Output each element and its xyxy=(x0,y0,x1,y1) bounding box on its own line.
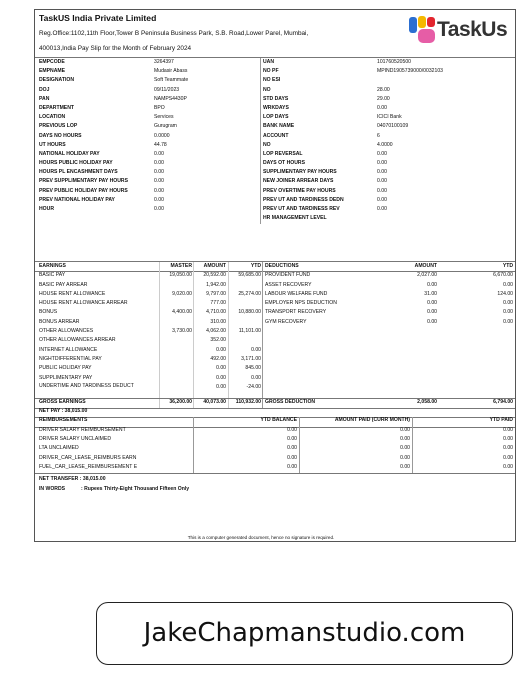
reimb-amount-paid: 0.00 xyxy=(400,454,410,461)
info-value: 101760520500 xyxy=(377,59,411,65)
earning-master: 4,400.00 xyxy=(172,309,192,316)
earnings-row xyxy=(35,318,515,327)
earning-amount: 0.00 xyxy=(216,374,226,381)
gross-deduction-amount: 2,058.00 xyxy=(417,398,437,405)
pay-period: 400013,India Pay Slip for the Month of February 2024 xyxy=(39,45,192,52)
info-value: 0.00 xyxy=(154,206,164,212)
earning-ytd: 11,101.00 xyxy=(238,328,261,335)
reimb-ytd-paid: 0.00 xyxy=(503,436,513,443)
earnings-deductions-table xyxy=(35,261,515,494)
reimb-header-cell: AMOUNT PAID (CURR MONTH) xyxy=(334,417,410,424)
reimb-ytd-balance: 0.00 xyxy=(287,436,297,443)
earning-name: HOUSE RENT ALLOWANCE xyxy=(39,290,106,297)
deduction-amount: 0.00 xyxy=(427,318,437,325)
earning-name: OTHER ALLOWANCES xyxy=(39,328,94,335)
reimb-name: DRIVER SALARY REIMBURSEMENT xyxy=(39,426,126,433)
info-label: NO xyxy=(263,141,271,148)
reimb-ytd-paid: 0.00 xyxy=(503,445,513,452)
earning-name: BASIC PAY xyxy=(39,272,66,279)
info-row xyxy=(35,196,515,205)
info-row xyxy=(35,58,515,67)
info-label: ACCOUNT xyxy=(263,132,289,139)
info-label: HOURS PUBLIC HOLIDAY PAY xyxy=(39,160,113,167)
gross-deduction-ytd: 6,794.00 xyxy=(493,398,513,405)
info-row xyxy=(35,86,515,95)
reimb-amount-paid: 0.00 xyxy=(400,426,410,433)
reimb-name: FUEL_CAR_LEASE_REIMBURSEMENT E xyxy=(39,463,138,470)
info-row xyxy=(35,214,515,223)
earning-name: UNDERTIME AND TARDINESS DEDUCT xyxy=(39,382,134,389)
earning-amount: 352.00 xyxy=(210,337,226,344)
net-pay: NET PAY : 38,015.00 xyxy=(39,408,88,415)
info-label: DAYS NO HOURS xyxy=(39,132,82,139)
employee-info-section xyxy=(35,57,515,223)
info-row xyxy=(35,177,515,186)
deduction-name: PROVIDENT FUND xyxy=(265,272,311,279)
earnings-row xyxy=(35,327,515,336)
earning-master: 19,050.00 xyxy=(169,272,192,279)
deduction-name: EMPLOYER NPS DEDUCTION xyxy=(265,300,337,307)
info-value: 0.00 xyxy=(377,169,387,176)
col-divider xyxy=(193,262,194,408)
deduction-amount: 2,027.00 xyxy=(417,272,437,279)
earnings-row xyxy=(35,364,515,373)
earning-ytd: 0.00 xyxy=(251,374,261,381)
deduction-name: ASSET RECOVERY xyxy=(265,281,312,288)
earning-name: OTHER ALLOWANCES ARREAR xyxy=(39,337,116,344)
gross-amount: 40,073.00 xyxy=(203,398,226,405)
logo-mark-icon xyxy=(407,14,437,46)
info-value: 04070100109 xyxy=(377,123,409,130)
info-label: NEW JOINER ARREAR DAYS xyxy=(263,178,334,185)
deduction-name: GYM RECOVERY xyxy=(265,318,307,325)
info-label: DAYS OT HOURS xyxy=(263,160,305,167)
info-label: PREV UT AND TARDINESS REV xyxy=(263,206,340,212)
earning-amount: 4,062.00 xyxy=(206,328,226,335)
earning-ytd: 0.00 xyxy=(251,346,261,353)
earnings-header-cell: EARNINGS xyxy=(39,263,66,269)
earning-master: 3,730.00 xyxy=(172,328,192,335)
info-value: 4.0000 xyxy=(377,141,393,148)
info-row xyxy=(35,205,515,214)
earning-ytd: 25,274.00 xyxy=(238,290,261,297)
info-label: UAN xyxy=(263,59,275,65)
earning-ytd: 845.00 xyxy=(245,365,261,372)
deduction-ytd: 6,670.00 xyxy=(493,272,513,279)
info-label: PAN xyxy=(39,95,50,102)
info-row xyxy=(35,122,515,131)
earning-name: HOUSE RENT ALLOWANCE ARREAR xyxy=(39,300,128,307)
company-address: Reg.Office:1102,11th Floor,Tower B Peninsula Business Park, S.B. Road,Lower Parel, Mumbai, xyxy=(39,30,309,37)
info-label: NO xyxy=(263,86,271,93)
info-divider xyxy=(260,58,261,224)
gross-earnings-label: GROSS EARNINGS xyxy=(39,398,86,405)
earnings-header-row xyxy=(35,262,515,271)
earnings-row xyxy=(35,290,515,299)
earning-name: SUPPLIMENTARY PAY xyxy=(39,374,93,381)
info-label: NO ESI xyxy=(263,77,281,84)
reimb-amount-paid: 0.00 xyxy=(400,436,410,443)
deduction-ytd: 0.00 xyxy=(503,318,513,325)
info-value: 0.00 xyxy=(377,206,387,212)
earnings-row xyxy=(35,308,515,317)
info-value: NAMPS4430P xyxy=(154,95,187,102)
info-value: 28.00 xyxy=(377,86,390,93)
info-row xyxy=(35,187,515,196)
earnings-header-cell: AMOUNT xyxy=(203,263,226,269)
info-value: Gurugram xyxy=(154,123,177,130)
info-value: 0.00 xyxy=(154,169,164,176)
info-value: 0.00 xyxy=(377,150,387,157)
info-value: 09/11/2023 xyxy=(154,86,180,93)
earning-ytd: -24.00 xyxy=(246,383,261,390)
reimb-name: DRIVER_CAR_LEASE_REIMBURS EARN xyxy=(39,454,137,461)
info-value: 0.0000 xyxy=(154,132,170,139)
deduction-ytd: 124.00 xyxy=(497,290,513,297)
earnings-row xyxy=(35,281,515,290)
deduction-amount: 0.00 xyxy=(427,309,437,316)
info-row xyxy=(35,159,515,168)
reimb-ytd-balance: 0.00 xyxy=(287,426,297,433)
info-value: 3264397 xyxy=(154,59,174,65)
info-label: DESIGNATION xyxy=(39,77,74,84)
info-value: MPIND1905739000/0032103 xyxy=(377,68,443,75)
info-value: 0.00 xyxy=(377,187,387,194)
reimb-ytd-paid: 0.00 xyxy=(503,463,513,470)
earnings-row xyxy=(35,271,515,280)
info-value: 0.00 xyxy=(377,196,387,203)
earnings-divider xyxy=(262,262,263,408)
earning-ytd: 3,171.00 xyxy=(241,355,261,362)
payslip-header xyxy=(35,10,515,56)
deduction-amount: 31.00 xyxy=(424,290,437,297)
reimb-row xyxy=(35,426,515,435)
reimb-amount-paid: 0.00 xyxy=(400,445,410,452)
earning-name: PUBLIC HOLIDAY PAY xyxy=(39,365,92,372)
deduction-amount: 0.00 xyxy=(427,300,437,307)
earnings-header-cell: YTD xyxy=(250,263,261,269)
earnings-header-cell: AMOUNT xyxy=(414,263,437,269)
reimb-divider xyxy=(299,417,300,473)
col-divider xyxy=(228,262,229,408)
earning-amount: 1,942.00 xyxy=(206,281,226,288)
info-row xyxy=(35,104,515,113)
earning-name: BONUS xyxy=(39,309,58,316)
deduction-ytd: 0.00 xyxy=(503,309,513,316)
reimb-row xyxy=(35,444,515,453)
earning-amount: 20,592.00 xyxy=(203,272,226,279)
earnings-row xyxy=(35,355,515,364)
reimb-ytd-balance: 0.00 xyxy=(287,463,297,470)
col-divider xyxy=(159,262,160,408)
info-label: PREV NATIONAL HOLIDAY PAY xyxy=(39,196,115,203)
reimb-name: LTA UNCLAIMED xyxy=(39,445,79,452)
info-row xyxy=(35,113,515,122)
earnings-row xyxy=(35,299,515,308)
earning-amount: 492.00 xyxy=(210,355,226,362)
earning-amount: 0.00 xyxy=(216,383,226,390)
info-value: 0.00 xyxy=(154,150,164,157)
info-label: HR MANAGEMENT LEVEL xyxy=(263,215,327,222)
gross-ytd: 110,932.00 xyxy=(235,398,261,405)
info-label: LOCATION xyxy=(39,114,66,121)
totals-row xyxy=(35,398,515,407)
info-value: 0.00 xyxy=(377,178,387,185)
watermark-text: JakeChapmanstudio.com xyxy=(143,618,466,648)
info-label: STD DAYS xyxy=(263,95,289,102)
info-row xyxy=(35,95,515,104)
reimb-row xyxy=(35,454,515,463)
reimb-header-cell: YTD BALANCE xyxy=(260,417,297,424)
info-label: HOURS PL ENCASHMENT DAYS xyxy=(39,169,118,176)
reimb-name: DRIVER SALARY UNCLAIMED xyxy=(39,436,111,443)
info-value: 29.00 xyxy=(377,95,390,102)
net-pay-row xyxy=(35,407,515,416)
info-label: DOJ xyxy=(39,86,50,93)
reimb-header-row xyxy=(35,416,515,425)
earnings-header-cell: YTD xyxy=(502,263,513,269)
reimb-ytd-balance: 0.00 xyxy=(287,454,297,461)
earning-amount: 310.00 xyxy=(210,318,226,325)
net-transfer: NET TRANSFER : 38,015.00 xyxy=(39,476,106,483)
reimb-end-rule xyxy=(35,473,515,474)
info-label: PREV UT AND TARDINESS DEDN xyxy=(263,196,344,203)
info-value: Soft Teammate xyxy=(154,77,189,84)
reimb-header-cell: YTD PAID xyxy=(489,417,513,424)
info-label: LOP REVERSAL xyxy=(263,150,303,157)
info-row xyxy=(35,168,515,177)
earning-amount: 0.00 xyxy=(216,365,226,372)
earnings-header-cell: MASTER xyxy=(170,263,192,269)
earning-ytd: 10,880.00 xyxy=(238,309,261,316)
earnings-row xyxy=(35,336,515,345)
earning-amount: 777.00 xyxy=(210,300,226,307)
in-words-label: IN WORDS xyxy=(39,485,66,492)
info-label: SUPPLIMENTARY PAY HOURS xyxy=(263,169,337,176)
earnings-row xyxy=(35,383,515,398)
info-label: NATIONAL HOLIDAY PAY xyxy=(39,150,100,157)
info-value: 0.00 xyxy=(377,104,387,111)
net-transfer-row xyxy=(35,475,515,484)
info-row xyxy=(35,150,515,159)
reimb-row xyxy=(35,463,515,472)
info-label: BANK NAME xyxy=(263,123,295,130)
deduction-ytd: 0.00 xyxy=(503,300,513,307)
info-label: DEPARTMENT xyxy=(39,104,74,111)
info-label: HOUR xyxy=(39,206,54,212)
info-value: 0.00 xyxy=(377,160,387,167)
info-value: 0.00 xyxy=(154,187,164,194)
earning-master: 9,020.00 xyxy=(172,290,192,297)
info-value: 0.00 xyxy=(154,160,164,167)
info-value: Services xyxy=(154,114,174,121)
info-value: 44.78 xyxy=(154,141,167,148)
footer-note: This is a computer generated document, hence no signature is required. xyxy=(187,535,335,540)
reimb-amount-paid: 0.00 xyxy=(400,463,410,470)
gross-master: 36,200.00 xyxy=(169,398,192,405)
deduction-amount: 0.00 xyxy=(427,281,437,288)
reimb-divider xyxy=(412,417,413,473)
deduction-name: LABOUR WELFARE FUND xyxy=(265,290,328,297)
watermark-box xyxy=(96,602,513,665)
info-value: 6 xyxy=(377,132,380,139)
earning-amount: 9,797.00 xyxy=(206,290,226,297)
earning-ytd: 59,685.00 xyxy=(238,272,261,279)
earning-name: NIGHTDIFFERENTIAL PAY xyxy=(39,355,102,362)
info-row xyxy=(35,67,515,76)
info-row xyxy=(35,141,515,150)
earnings-header-cell: DEDUCTIONS xyxy=(265,263,299,269)
info-row xyxy=(35,76,515,85)
company-name: TaskUS India Private Limited xyxy=(39,13,157,23)
deduction-name: TRANSPORT RECOVERY xyxy=(265,309,327,316)
earning-name: BONUS ARREAR xyxy=(39,318,80,325)
earning-name: INTERNET ALLOWANCE xyxy=(39,346,98,353)
earning-amount: 4,710.00 xyxy=(206,309,226,316)
reimb-divider xyxy=(193,417,194,473)
info-label: LOP DAYS xyxy=(263,114,289,121)
info-value: Mudasir Abass xyxy=(154,68,188,75)
in-words-row xyxy=(35,485,515,494)
info-label: NO PF xyxy=(263,68,279,75)
info-label: EMPNAME xyxy=(39,68,66,75)
earning-amount: 0.00 xyxy=(216,346,226,353)
info-label: PREV OVERTIME PAY HOURS xyxy=(263,187,336,194)
info-label: WRKDAYS xyxy=(263,104,289,111)
info-label: PREVIOUS LOP xyxy=(39,123,78,130)
reimb-ytd-balance: 0.00 xyxy=(287,445,297,452)
reimb-row xyxy=(35,435,515,444)
reimb-header-cell: REIMBURSEMENTS xyxy=(39,417,88,424)
info-value: 0.00 xyxy=(154,196,164,203)
info-row xyxy=(35,132,515,141)
taskus-logo xyxy=(407,14,511,48)
gross-deduction-label: GROSS DEDUCTION xyxy=(265,398,316,405)
info-value: 0.00 xyxy=(154,178,164,185)
info-label: PREV PUBLIC HOLIDAY PAY HOURS xyxy=(39,187,128,194)
payslip xyxy=(34,9,516,542)
earnings-row xyxy=(35,346,515,355)
in-words-value: : Rupees Thirty-Eight Thousand Fifteen Only xyxy=(81,485,190,492)
logo-text: TaskUs xyxy=(437,18,508,41)
reimb-ytd-paid: 0.00 xyxy=(503,426,513,433)
deduction-ytd: 0.00 xyxy=(503,281,513,288)
info-label: EMPCODE xyxy=(39,59,65,65)
earnings-row xyxy=(35,374,515,383)
info-value: BPO xyxy=(154,104,165,111)
earning-name: BASIC PAY ARREAR xyxy=(39,281,88,288)
info-label: PREV SUPPLIMENTARY PAY HOURS xyxy=(39,178,128,185)
info-value: ICICI Bank xyxy=(377,114,402,121)
reimb-ytd-paid: 0.00 xyxy=(503,454,513,461)
info-label: UT HOURS xyxy=(39,141,66,148)
